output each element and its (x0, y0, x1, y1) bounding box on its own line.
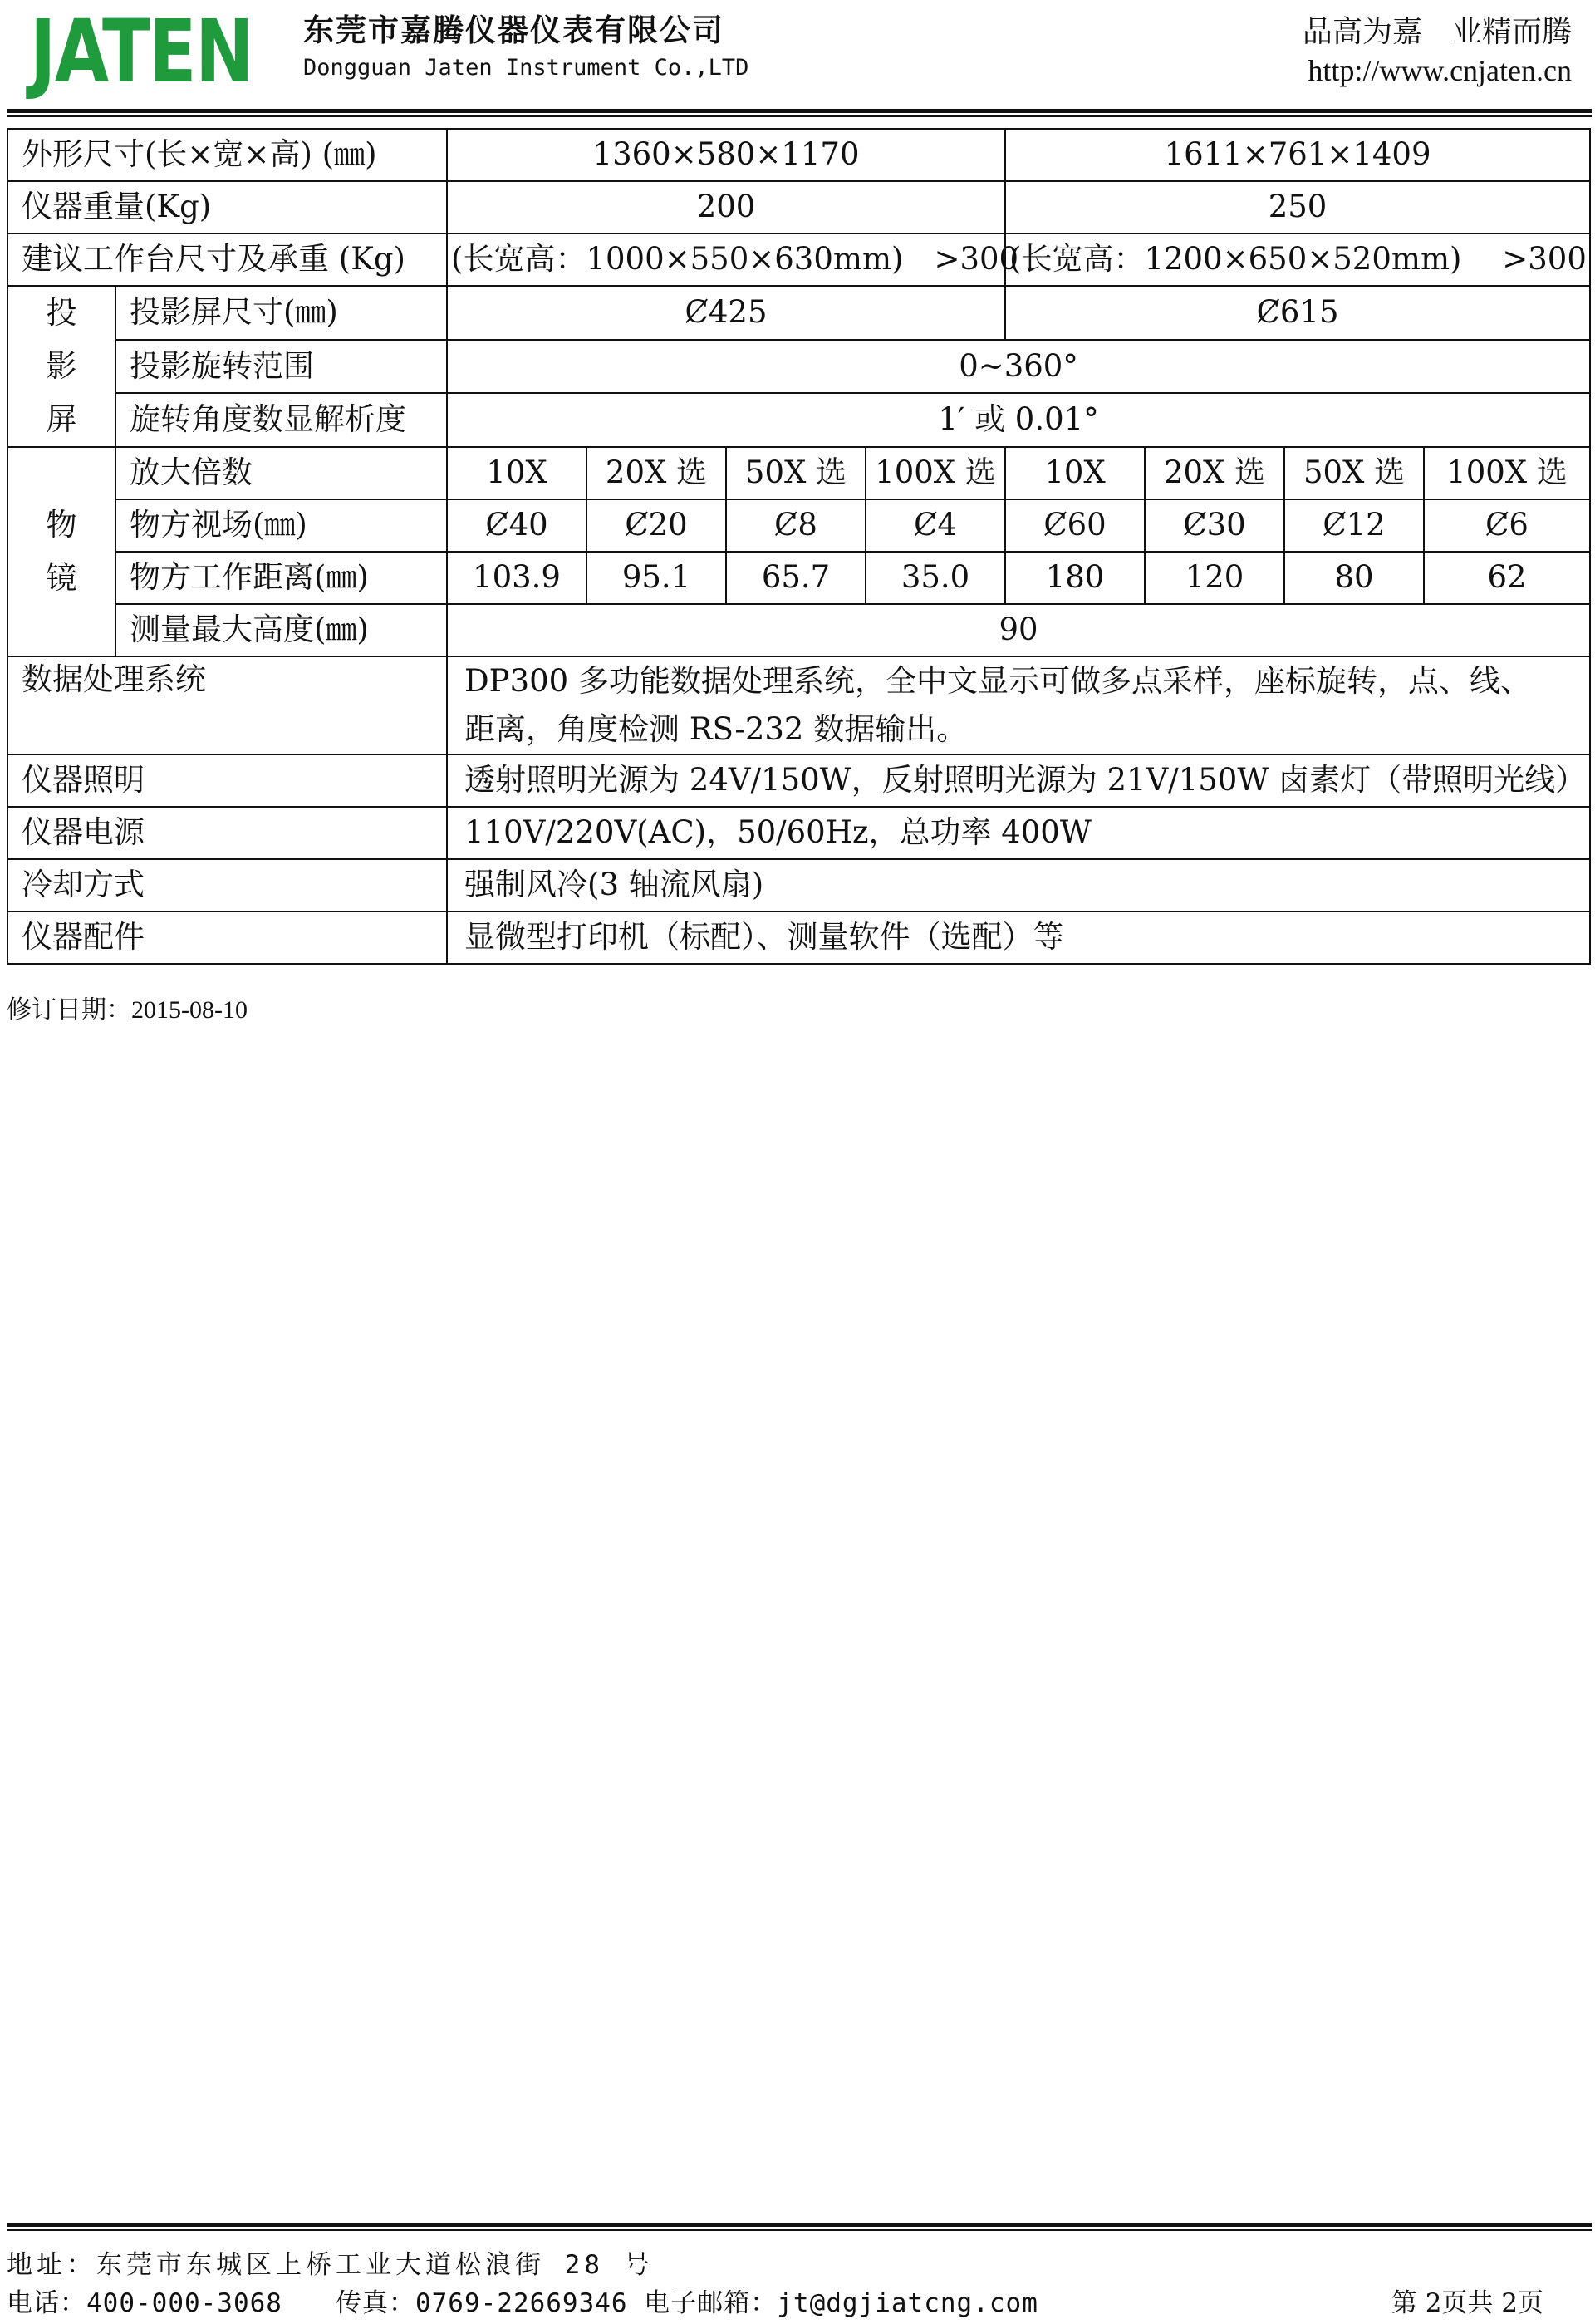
group-label-screen (7, 286, 115, 447)
spec-label: 仪器照明 (7, 754, 447, 807)
page-number: 第 2页共 2页 (1391, 2288, 1543, 2318)
spec-cell: 180 (1005, 552, 1145, 604)
spec-label: 外形尺寸(长×宽×高) (㎜) (7, 129, 447, 181)
spec-value-line: 距离，角度检测 RS-232 数据输出。 (464, 711, 968, 747)
spec-label: 投影旋转范围 (115, 340, 447, 394)
spec-value (447, 656, 1590, 754)
spec-label: 仪器配件 (7, 911, 447, 964)
group-char: 物 (46, 507, 77, 543)
table-row (7, 129, 1590, 181)
page-header (0, 0, 1595, 116)
spec-cell: 103.9 (447, 552, 586, 604)
spec-label: 数据处理系统 (7, 656, 447, 754)
spec-cell: 100X 选 (866, 447, 1005, 499)
group-char: 屏 (46, 401, 77, 437)
spec-cell: 62 (1424, 552, 1590, 604)
spec-cell: 10X (1005, 447, 1145, 499)
svg-text:JATEN: JATEN (26, 1, 253, 102)
spec-value: 显微型打印机（标配）、测量软件（选配）等 (447, 911, 1590, 964)
group-char: 镜 (46, 560, 77, 596)
header-rule-thick (7, 109, 1592, 113)
spec-value: Ȼ615 (1005, 286, 1590, 340)
jaten-logo (26, 1, 254, 102)
spec-cell: 10X (447, 447, 586, 499)
spec-cell: Ȼ6 (1424, 499, 1590, 552)
revision-date: 修订日期：2015-08-10 (7, 996, 248, 1024)
footer-contact: 电话：400-000-3068 传真：0769-22669346 电子邮箱：jt@dgjiatcng.com (7, 2288, 1038, 2318)
spec-value: 1′ 或 0.01° (447, 393, 1590, 447)
spec-label: 旋转角度数显解析度 (115, 393, 447, 447)
group-char: 投 (46, 295, 77, 331)
spec-cell: 65.7 (726, 552, 866, 604)
table-row (7, 447, 1590, 499)
spec-value: 强制风冷(3 轴流风扇) (447, 859, 1590, 911)
spec-value: 90 (447, 604, 1590, 656)
spec-label: 仪器电源 (7, 807, 447, 859)
table-row (7, 656, 1590, 754)
spec-cell: 100X 选 (1424, 447, 1590, 499)
spec-cell: 80 (1284, 552, 1424, 604)
table-row (7, 181, 1590, 233)
spec-label: 测量最大高度(㎜) (115, 604, 447, 656)
spec-value-line: DP300 多功能数据处理系统，全中文显示可做多点采样，座标旋转，点、线、 (464, 663, 1531, 699)
spec-value: Ȼ425 (447, 286, 1005, 340)
table-row (7, 604, 1590, 656)
spec-value: 250 (1005, 181, 1590, 233)
company-name-en: Dongguan Jaten Instrument Co.,LTD (303, 55, 749, 81)
spec-label: 仪器重量(Kg) (7, 181, 447, 233)
spec-value: 200 (447, 181, 1005, 233)
spec-cell: Ȼ60 (1005, 499, 1145, 552)
table-row (7, 286, 1590, 340)
spec-cell: Ȼ40 (447, 499, 586, 552)
spec-value: 0~360° (447, 340, 1590, 394)
spec-label: 冷却方式 (7, 859, 447, 911)
spec-cell: 50X 选 (726, 447, 866, 499)
company-name-cn: 东莞市嘉腾仪器仪表有限公司 (303, 12, 724, 48)
spec-value: 110V/220V(AC)，50/60Hz，总功率 400W (447, 807, 1590, 859)
table-row (7, 233, 1590, 286)
spec-cell: 35.0 (866, 552, 1005, 604)
group-char: 影 (46, 348, 77, 384)
spec-label: 物方视场(㎜) (115, 499, 447, 552)
table-row (7, 499, 1590, 552)
company-slogan: 品高为嘉 业精而腾 (1302, 15, 1572, 49)
footer-rule-thin (7, 2229, 1592, 2231)
header-rule-thin (7, 115, 1592, 117)
spec-value: (长宽高：1000×550×630mm) >300 (447, 233, 1005, 286)
footer-address: 地址：东莞市东城区上桥工业大道松浪街 28 号 (7, 2250, 654, 2280)
spec-cell: 95.1 (586, 552, 726, 604)
spec-label: 建议工作台尺寸及承重 (Kg) (7, 233, 447, 286)
spec-cell: 120 (1145, 552, 1284, 604)
spec-cell: Ȼ8 (726, 499, 866, 552)
table-row (7, 393, 1590, 447)
spec-table (7, 128, 1591, 965)
spec-cell: 20X 选 (586, 447, 726, 499)
table-row (7, 552, 1590, 604)
spec-cell: 50X 选 (1284, 447, 1424, 499)
table-row (7, 754, 1590, 807)
spec-label: 放大倍数 (115, 447, 447, 499)
spec-value: 1360×580×1170 (447, 129, 1005, 181)
spec-cell: Ȼ30 (1145, 499, 1284, 552)
spec-label: 物方工作距离(㎜) (115, 552, 447, 604)
spec-value: 1611×761×1409 (1005, 129, 1590, 181)
spec-cell: Ȼ4 (866, 499, 1005, 552)
spec-cell: Ȼ12 (1284, 499, 1424, 552)
spec-value: 透射照明光源为 24V/150W，反射照明光源为 21V/150W 卤素灯（带照明光线） (447, 754, 1590, 807)
spec-value: (长宽高：1200×650×520mm) >300 (1005, 233, 1590, 286)
group-label-objective (7, 447, 115, 656)
table-row (7, 807, 1590, 859)
spec-cell: 20X 选 (1145, 447, 1284, 499)
spec-cell: Ȼ20 (586, 499, 726, 552)
spec-label: 投影屏尺寸(㎜) (115, 286, 447, 340)
footer-rule-thick (7, 2223, 1592, 2227)
table-row (7, 340, 1590, 394)
table-row (7, 911, 1590, 964)
table-row (7, 859, 1590, 911)
company-website[interactable]: http://www.cnjaten.cn (1308, 54, 1572, 87)
